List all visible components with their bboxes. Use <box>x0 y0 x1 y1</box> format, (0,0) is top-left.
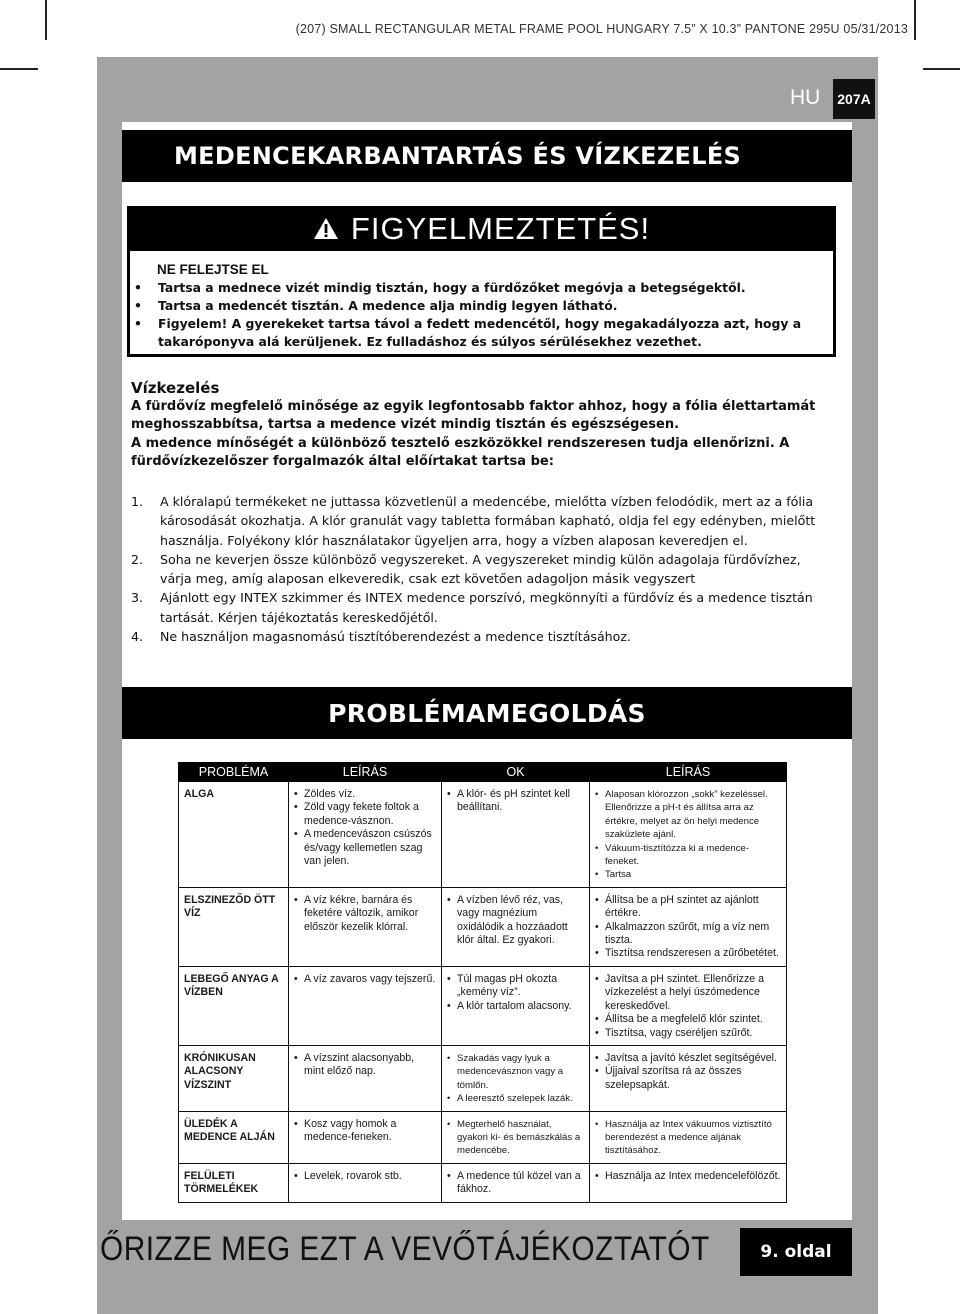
bullet-item: • A medence túl közel van a fákhoz. <box>447 1170 584 1197</box>
list-item <box>131 627 831 646</box>
problem-cell: LEBEGŐ ANYAG A VÍZBEN <box>179 966 289 1045</box>
step-number: 1. <box>131 494 144 509</box>
warning-item: • Figyelem! A gyerekeket tartsa távol a fedett medencétől, hogy megakadályozza azt, hogy a takaróponyva alá kerüljenek. Ez fulladáshoz és súlyos sérülésekhez vezethet. <box>134 315 814 351</box>
bullet-item: • A vízben lévő réz, vas, vagy magnézium oxidálódik a hozzáadott klór által. Ez gyakori. <box>447 894 584 948</box>
step-text: Soha ne keverjen össze különböző vegyszereket. A vegyszereket mindig külön adagolaja fürdővízhez, várja meg, amíg alaposan elkeveredik, csak ezt követően adagoljon másik vegyszert <box>160 551 801 587</box>
column-header: OK <box>442 763 590 782</box>
bullet-item: • Állítsa be a megfelelő klór szintet. <box>595 1013 781 1026</box>
bullet-item: • Kosz vagy homok a medence-feneken. <box>294 1118 436 1145</box>
bullet-item: • Tisztítsa, vagy cseréljen szűrőt. <box>595 1027 781 1040</box>
step-number: 2. <box>131 551 144 567</box>
column-header: PROBLÉMA <box>179 763 289 782</box>
table-row <box>179 1111 787 1163</box>
cause-cell <box>442 782 590 888</box>
step-number: 3. <box>131 590 144 606</box>
bullet-item: • Zöld vagy fekete foltok a medence-vásznon. <box>294 801 436 828</box>
list-item <box>131 588 831 627</box>
bullet-item: • Vákuum-tisztítózza ki a medence-feneket. <box>595 842 781 869</box>
solution-cell <box>590 966 787 1045</box>
cause-cell <box>442 1045 590 1111</box>
warning-heading <box>127 206 836 251</box>
crop-mark <box>923 68 960 70</box>
step-number: 4. <box>131 629 144 645</box>
cause-cell <box>442 1111 590 1163</box>
table-header-row <box>179 763 787 782</box>
solution-cell <box>590 1111 787 1163</box>
column-header: LEÍRÁS <box>289 763 442 782</box>
bullet-item: • Zöldes víz. <box>294 788 436 801</box>
cause-cell <box>442 1163 590 1202</box>
water-treatment-title: Vízkezelés <box>131 379 220 397</box>
description-cell <box>289 966 442 1045</box>
cause-cell <box>442 966 590 1045</box>
description-cell <box>289 1111 442 1163</box>
bullet-item: • Javítsa a javító készlet segítségével. <box>595 1052 781 1065</box>
warning-item: • Tartsa a mednece vizét mindig tisztán, hogy a fürdőzőket megóvja a betegségektől. <box>134 279 814 297</box>
print-header: (207) SMALL RECTANGULAR METAL FRAME POOL HUNGARY 7.5” X 10.3” PANTONE 295U 05/31/2013 <box>295 22 908 36</box>
page-number: 9. oldal <box>760 1242 832 1262</box>
table-row <box>179 887 787 966</box>
bullet-item: • Túl magas pH okozta „kemény víz”. <box>447 973 584 1000</box>
problem-cell: KRÓNIKUSAN ALACSONY VÍZSZINT <box>179 1045 289 1111</box>
bullet-item: • A leeresztő szelepek lazák. <box>447 1092 584 1105</box>
intro-paragraph: A fürdővíz megfelelő minősége az egyik legfontosabb faktor ahhoz, hogy a fólia élettartamát meghosszabbítsa, tartsa a medence vizét mindig tisztán és egészségesen. <box>131 399 816 433</box>
description-cell <box>289 1045 442 1111</box>
bullet-item: • A klór- és pH szintet kell beállítani. <box>447 788 584 815</box>
warning-list <box>134 279 814 351</box>
table-row <box>179 1045 787 1111</box>
bullet-item: • Tartsa <box>595 868 781 881</box>
water-treatment-intro <box>131 398 821 472</box>
bullet-item: • Megterhelő használat, gyakori ki- és bemászkálás a medencébe. <box>447 1118 584 1158</box>
table-row <box>179 782 787 888</box>
troubleshooting-table <box>178 762 787 1203</box>
bullet-item: • Szakadás vagy lyuk a medencevásznon vagy a tömlőn. <box>447 1052 584 1092</box>
problem-cell: ÜLEDÉK A MEDENCE ALJÁN <box>179 1111 289 1163</box>
problem-cell: ALGA <box>179 782 289 888</box>
bullet-item: • A medencevászon csúszós és/vagy kellemetlen szag van jelen. <box>294 828 436 868</box>
bullet-item: • Újjaival szorítsa rá az összes szelepsapkát. <box>595 1065 781 1092</box>
crop-mark <box>45 0 47 40</box>
solution-cell <box>590 782 787 888</box>
problem-cell: ELSZINEZŐD ÖTT VÍZ <box>179 887 289 966</box>
bullet-item: • A klór tartalom alacsony. <box>447 1000 584 1013</box>
section-title-bar <box>122 130 852 182</box>
page-number-badge <box>740 1228 852 1276</box>
warning-item: • Tartsa a medencét tisztán. A medence alja mindig legyen látható. <box>134 297 814 315</box>
bullet-item: • Tisztítsa rendszeresen a zűrőbetétet. <box>595 947 781 960</box>
footer-keep-instructions: ŐRIZZE MEG EZT A VEVŐTÁJÉKOZTATÓT <box>100 1230 710 1268</box>
bullet-item: • Alaposan klórozzon „sokk” kezeléssel. Ellenőrizze a pH-t és állítsa arra az értékre, melyet az ön helyi medence szaküzlete ajánl. <box>595 788 781 842</box>
cause-cell <box>442 887 590 966</box>
description-cell <box>289 887 442 966</box>
warning-triangle-icon <box>313 217 339 240</box>
step-text: Ajánlott egy INTEX szkimmer és INTEX medence porszívó, megkönnyíti a fürdővíz és a medence tisztán tartását. Kérjen tájékoztatás kereskedőjétől. <box>160 590 813 625</box>
column-header: LEÍRÁS <box>590 763 787 782</box>
bullet-item: • Alkalmazzon szűrőt, míg a víz nem tiszta. <box>595 921 781 948</box>
table-row <box>179 1163 787 1202</box>
table-row <box>179 966 787 1045</box>
model-code-badge: 207A <box>833 79 875 119</box>
troubleshooting-title: PROBLÉMAMEGOLDÁS <box>328 698 646 728</box>
solution-cell <box>590 1163 787 1202</box>
crop-mark <box>914 0 916 40</box>
list-item <box>131 550 831 589</box>
list-item <box>131 492 831 550</box>
bullet-item: • A vízszint alacsonyabb, mint előző nap. <box>294 1052 436 1079</box>
description-cell <box>289 1163 442 1202</box>
step-text: A klóralapú termékeket ne juttassa közvetlenül a medencébe, mielőtta vízben felodódik, mert az a fólia károsodását okozhatja. A klór granulát vagy tabletta formában kapható, oldja fel egy edényben, mielőtt használja. Folyékony klór használatakor ügyeljen arra, hogy a vízben alaposan keveredjen el. <box>160 494 816 548</box>
warning-lead: NE FELEJTSE EL <box>157 262 269 277</box>
page-title: MEDENCEKARBANTARTÁS ÉS VÍZKEZELÉS <box>174 142 742 170</box>
problem-cell: FELÜLETI TÖRMELÉKEK <box>179 1163 289 1202</box>
crop-mark <box>0 68 38 70</box>
solution-cell <box>590 1045 787 1111</box>
bullet-item: • Állítsa be a pH szintet az ajánlott értékre. <box>595 894 781 921</box>
warning-heading-text: FIGYELMEZTETÉS! <box>350 210 651 246</box>
bullet-item: • Levelek, rovarok stb. <box>294 1170 436 1183</box>
bullet-item: • A víz kékre, barnára és feketére változik, amikor először kezelik klórral. <box>294 894 436 934</box>
intro-paragraph: A medence mínőségét a különböző tesztelő eszközökkel rendszeresen tudja ellenőrizni. A fürdővízkezelőszer forgalmazók által előírtakat tartsa be: <box>131 435 790 470</box>
bullet-item: • Használja az Intex vákuumos viztisztító berendezést a medence aljának tisztításához. <box>595 1118 781 1158</box>
bullet-item: • A víz zavaros vagy tejszerű. <box>294 973 436 986</box>
solution-cell <box>590 887 787 966</box>
bullet-item: • Használja az Intex medencelefölözőt. <box>595 1170 781 1183</box>
water-steps-list <box>131 492 831 646</box>
bullet-item: • Javítsa a pH szintet. Ellenőrizze a vízkezelést a helyi úszómedence kereskedővel. <box>595 973 781 1013</box>
language-label: HU <box>790 86 821 109</box>
troubleshooting-title-bar <box>122 687 852 739</box>
description-cell <box>289 782 442 888</box>
step-text: Ne használjon magasnomású tisztítóberendezést a medence tisztításához. <box>160 629 631 645</box>
